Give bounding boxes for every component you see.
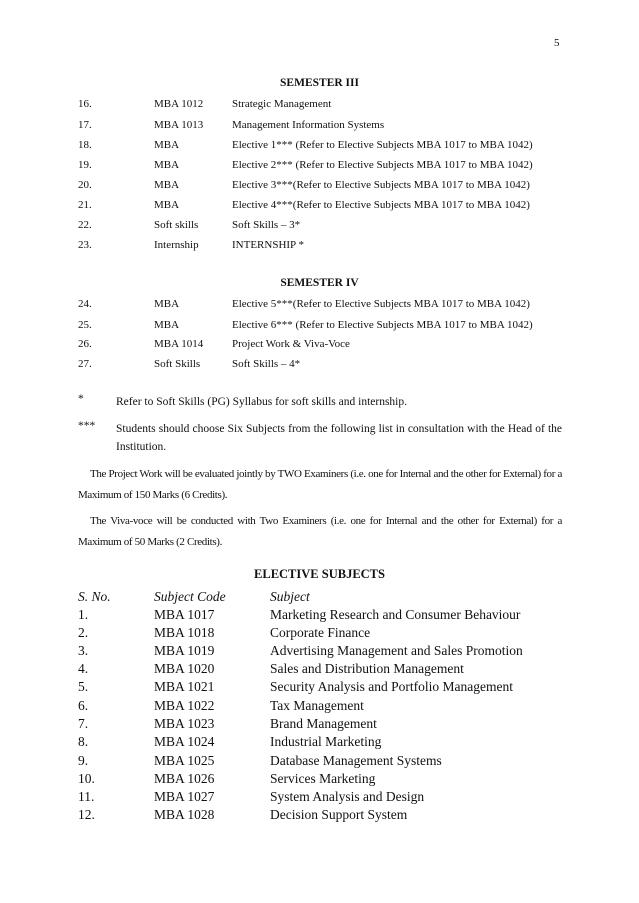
elective-number: 4. (78, 661, 89, 676)
viva-voce-paragraph: The Viva-voce will be conducted with Two Examiners (i.e. one for Internal and the other for External) for a Maximum of 50 Marks (2 Credits). (78, 515, 562, 548)
page-number: 5 (554, 37, 560, 49)
course-code: Soft Skills (154, 358, 201, 370)
course-number: 22. (78, 219, 92, 231)
course-code: MBA (154, 199, 180, 211)
course-code: MBA (154, 319, 180, 331)
semester-3-title: SEMESTER III (280, 77, 359, 89)
elective-number: 11. (78, 789, 95, 804)
course-number: 19. (78, 159, 92, 171)
elective-subject: Corporate Finance (270, 625, 371, 640)
course-title: Elective 1*** (Refer to Elective Subjects MBA 1017 to MBA 1042) (232, 139, 533, 151)
footnote-text: Students should choose Six Subjects from the following list in consultation with the Head of the Institution. (116, 423, 562, 453)
course-number: 23. (78, 239, 92, 251)
course-number: 24. (78, 298, 92, 310)
elective-code: MBA 1020 (154, 661, 215, 676)
header-sno: S. No. (78, 589, 111, 604)
elective-subject: Decision Support System (270, 807, 408, 822)
footnote-soft-skills (78, 393, 562, 413)
course-number: 18. (78, 139, 92, 151)
semester-4-title: SEMESTER IV (280, 277, 359, 289)
elective-subject: Tax Management (270, 698, 364, 713)
course-number: 25. (78, 319, 92, 331)
course-code: MBA 1014 (154, 338, 204, 350)
elective-code: MBA 1017 (154, 607, 215, 622)
course-number: 17. (78, 119, 92, 131)
course-title: Soft Skills – 4* (232, 358, 301, 370)
course-number: 26. (78, 338, 92, 350)
elective-number: 10. (78, 771, 95, 786)
elective-subject: Security Analysis and Portfolio Management (270, 679, 513, 694)
elective-subject: Brand Management (270, 716, 377, 731)
elective-subject: Database Management Systems (270, 753, 442, 768)
elective-code: MBA 1018 (154, 625, 215, 640)
elective-code: MBA 1025 (154, 753, 215, 768)
course-number: 16. (78, 98, 92, 110)
elective-subject: Industrial Marketing (270, 734, 382, 749)
elective-number: 7. (78, 716, 89, 731)
course-title: Project Work & Viva-Voce (232, 338, 350, 350)
elective-number: 6. (78, 698, 89, 713)
course-number: 27. (78, 358, 92, 370)
elective-number: 2. (78, 625, 89, 640)
course-title: Soft Skills – 3* (232, 219, 301, 231)
course-code: MBA 1012 (154, 98, 204, 110)
elective-code: MBA 1024 (154, 734, 215, 749)
header-subject: Subject (270, 589, 310, 604)
elective-code: MBA 1027 (154, 789, 215, 804)
elective-number: 1. (78, 607, 89, 622)
footnote-mark: * (78, 393, 84, 405)
elective-subject: Advertising Management and Sales Promotion (270, 643, 523, 658)
course-code: Soft skills (154, 219, 199, 231)
elective-code: MBA 1019 (154, 643, 215, 658)
elective-code: MBA 1023 (154, 716, 215, 731)
course-title: INTERNSHIP * (232, 239, 305, 251)
elective-subjects-title: ELECTIVE SUBJECTS (254, 567, 385, 581)
course-title: Elective 6*** (Refer to Elective Subjects MBA 1017 to MBA 1042) (232, 319, 533, 331)
elective-code: MBA 1022 (154, 698, 215, 713)
elective-code: MBA 1028 (154, 807, 215, 822)
course-title: Elective 3***(Refer to Elective Subjects MBA 1017 to MBA 1042) (232, 179, 530, 191)
elective-subject: System Analysis and Design (270, 789, 425, 804)
course-code: MBA (154, 139, 180, 151)
course-title: Elective 2*** (Refer to Elective Subjects MBA 1017 to MBA 1042) (232, 159, 533, 171)
course-number: 20. (78, 179, 92, 191)
elective-number: 5. (78, 679, 89, 694)
elective-subject: Services Marketing (270, 771, 376, 786)
elective-subject: Sales and Distribution Management (270, 661, 464, 676)
course-code: MBA (154, 298, 180, 310)
course-code: Internship (154, 239, 199, 251)
project-work-paragraph: The Project Work will be evaluated jointly by TWO Examiners (i.e. one for Internal and the other for External) for a Maximum of 150 Marks (6 Credits). (78, 468, 562, 501)
course-title: Management Information Systems (232, 119, 385, 131)
course-title: Elective 5***(Refer to Elective Subjects MBA 1017 to MBA 1042) (232, 298, 530, 310)
course-code: MBA (154, 179, 180, 191)
elective-number: 3. (78, 643, 89, 658)
course-title: Elective 4***(Refer to Elective Subjects MBA 1017 to MBA 1042) (232, 199, 530, 211)
elective-number: 9. (78, 753, 89, 768)
course-title: Strategic Management (232, 98, 332, 110)
course-code: MBA 1013 (154, 119, 204, 131)
footnote-text: Refer to Soft Skills (PG) Syllabus for soft skills and internship. (116, 396, 408, 408)
course-code: MBA (154, 159, 180, 171)
elective-number: 8. (78, 734, 89, 749)
footnote-mark: *** (78, 420, 96, 432)
elective-subject: Marketing Research and Consumer Behaviour (270, 607, 521, 622)
elective-code: MBA 1021 (154, 679, 215, 694)
footnote-electives (78, 420, 562, 458)
elective-code: MBA 1026 (154, 771, 215, 786)
elective-number: 12. (78, 807, 95, 822)
course-number: 21. (78, 199, 92, 211)
header-subject-code: Subject Code (154, 589, 226, 604)
